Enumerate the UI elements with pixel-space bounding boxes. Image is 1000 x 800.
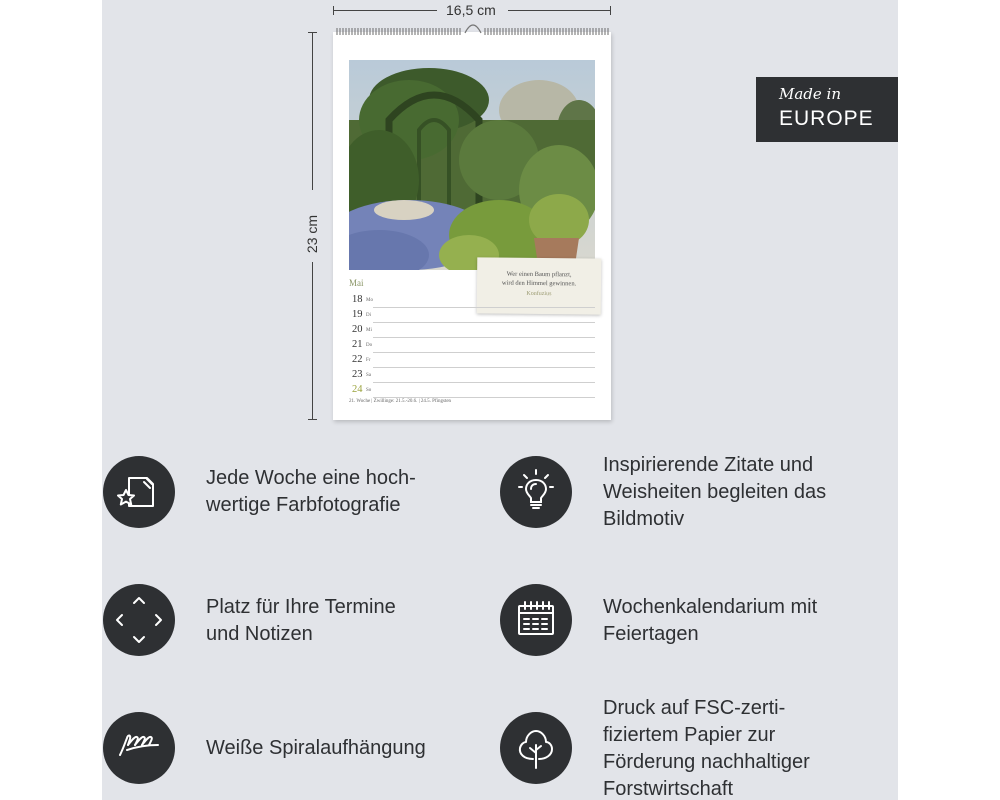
- lightbulb-icon: [500, 456, 572, 528]
- day-line: [373, 367, 595, 368]
- day-number: 19: [352, 309, 363, 320]
- day-number: 23: [352, 369, 363, 380]
- month-label: Mai: [349, 278, 364, 288]
- expand-arrows-icon: [103, 584, 175, 656]
- day-row: [349, 339, 595, 353]
- day-line: [373, 382, 595, 383]
- feature-line: Druck auf FSC-zerti-: [603, 697, 786, 719]
- hanger-hook: [463, 20, 483, 34]
- day-row: [349, 324, 595, 338]
- feature-text-spiral: [206, 735, 426, 762]
- feature-line: Forstwirtschaft: [603, 778, 734, 800]
- spiral-icon: [103, 712, 175, 784]
- photo-star-icon: [103, 456, 175, 528]
- day-abbreviation: Fr: [366, 358, 371, 363]
- day-row: [349, 354, 595, 368]
- day-abbreviation: Mo: [366, 298, 373, 303]
- feature-text-calendar: [603, 594, 817, 648]
- day-number: 18: [352, 294, 363, 305]
- feature-text-photo: [206, 465, 416, 519]
- day-line: [373, 397, 595, 398]
- feature-text-space: [206, 594, 396, 648]
- day-line: [373, 322, 595, 323]
- day-row: [349, 369, 595, 383]
- day-row: [349, 294, 595, 308]
- quote-author: Konfuzius: [526, 290, 552, 298]
- feature-text-quotes: [603, 452, 826, 533]
- garden-photo: [349, 60, 595, 270]
- quote-line-2: wird den Himmel gewinnen.: [501, 279, 577, 288]
- height-label: 23 cm: [304, 214, 320, 254]
- feature-line: Platz für Ihre Termine: [206, 596, 396, 618]
- feature-line: Bildmotiv: [603, 508, 685, 530]
- feature-line: Feiertagen: [603, 623, 699, 645]
- feature-text-fsc: [603, 695, 810, 800]
- feature-line: Wochenkalendarium mit: [603, 596, 818, 618]
- feature-line: Weisheiten begleiten das: [603, 481, 827, 503]
- day-number: 20: [352, 324, 363, 335]
- day-row: [349, 384, 595, 398]
- badge-main-text: EUROPE: [779, 107, 874, 130]
- feature-line: Inspirierende Zitate und: [603, 454, 814, 476]
- day-number: 21: [352, 339, 363, 350]
- day-line: [373, 352, 595, 353]
- width-label: 16,5 cm: [446, 2, 496, 18]
- quote-line-1: Wer einen Baum pflanzt,: [506, 270, 572, 279]
- day-abbreviation: Mi: [366, 328, 372, 333]
- day-row: [349, 309, 595, 323]
- day-abbreviation: Sa: [366, 373, 371, 378]
- feature-line: Förderung nachhaltiger: [603, 751, 810, 773]
- day-line: [373, 337, 595, 338]
- day-number: 22: [352, 354, 363, 365]
- week-footer: 21. Woche | Zwillinge: 21.5.-20.6. | 24.5. Pfingsten: [349, 399, 452, 404]
- day-abbreviation: Do: [366, 343, 373, 348]
- day-number: 24: [352, 384, 363, 395]
- feature-line: wertige Farbfotografie: [206, 494, 401, 516]
- made-in-europe-badge: [756, 77, 898, 142]
- feature-line: fiziertem Papier zur: [603, 724, 776, 746]
- day-line: [373, 307, 595, 308]
- day-abbreviation: So: [366, 388, 372, 393]
- calendar-icon: [500, 584, 572, 656]
- tree-icon: [500, 712, 572, 784]
- feature-line: Jede Woche eine hoch-: [206, 467, 416, 489]
- feature-line: und Notizen: [206, 623, 313, 645]
- day-abbreviation: Di: [366, 313, 371, 318]
- calendar-mockup: [333, 32, 611, 420]
- feature-line: Weiße Spiralaufhängung: [206, 737, 426, 759]
- badge-script-text: Made in: [779, 85, 842, 103]
